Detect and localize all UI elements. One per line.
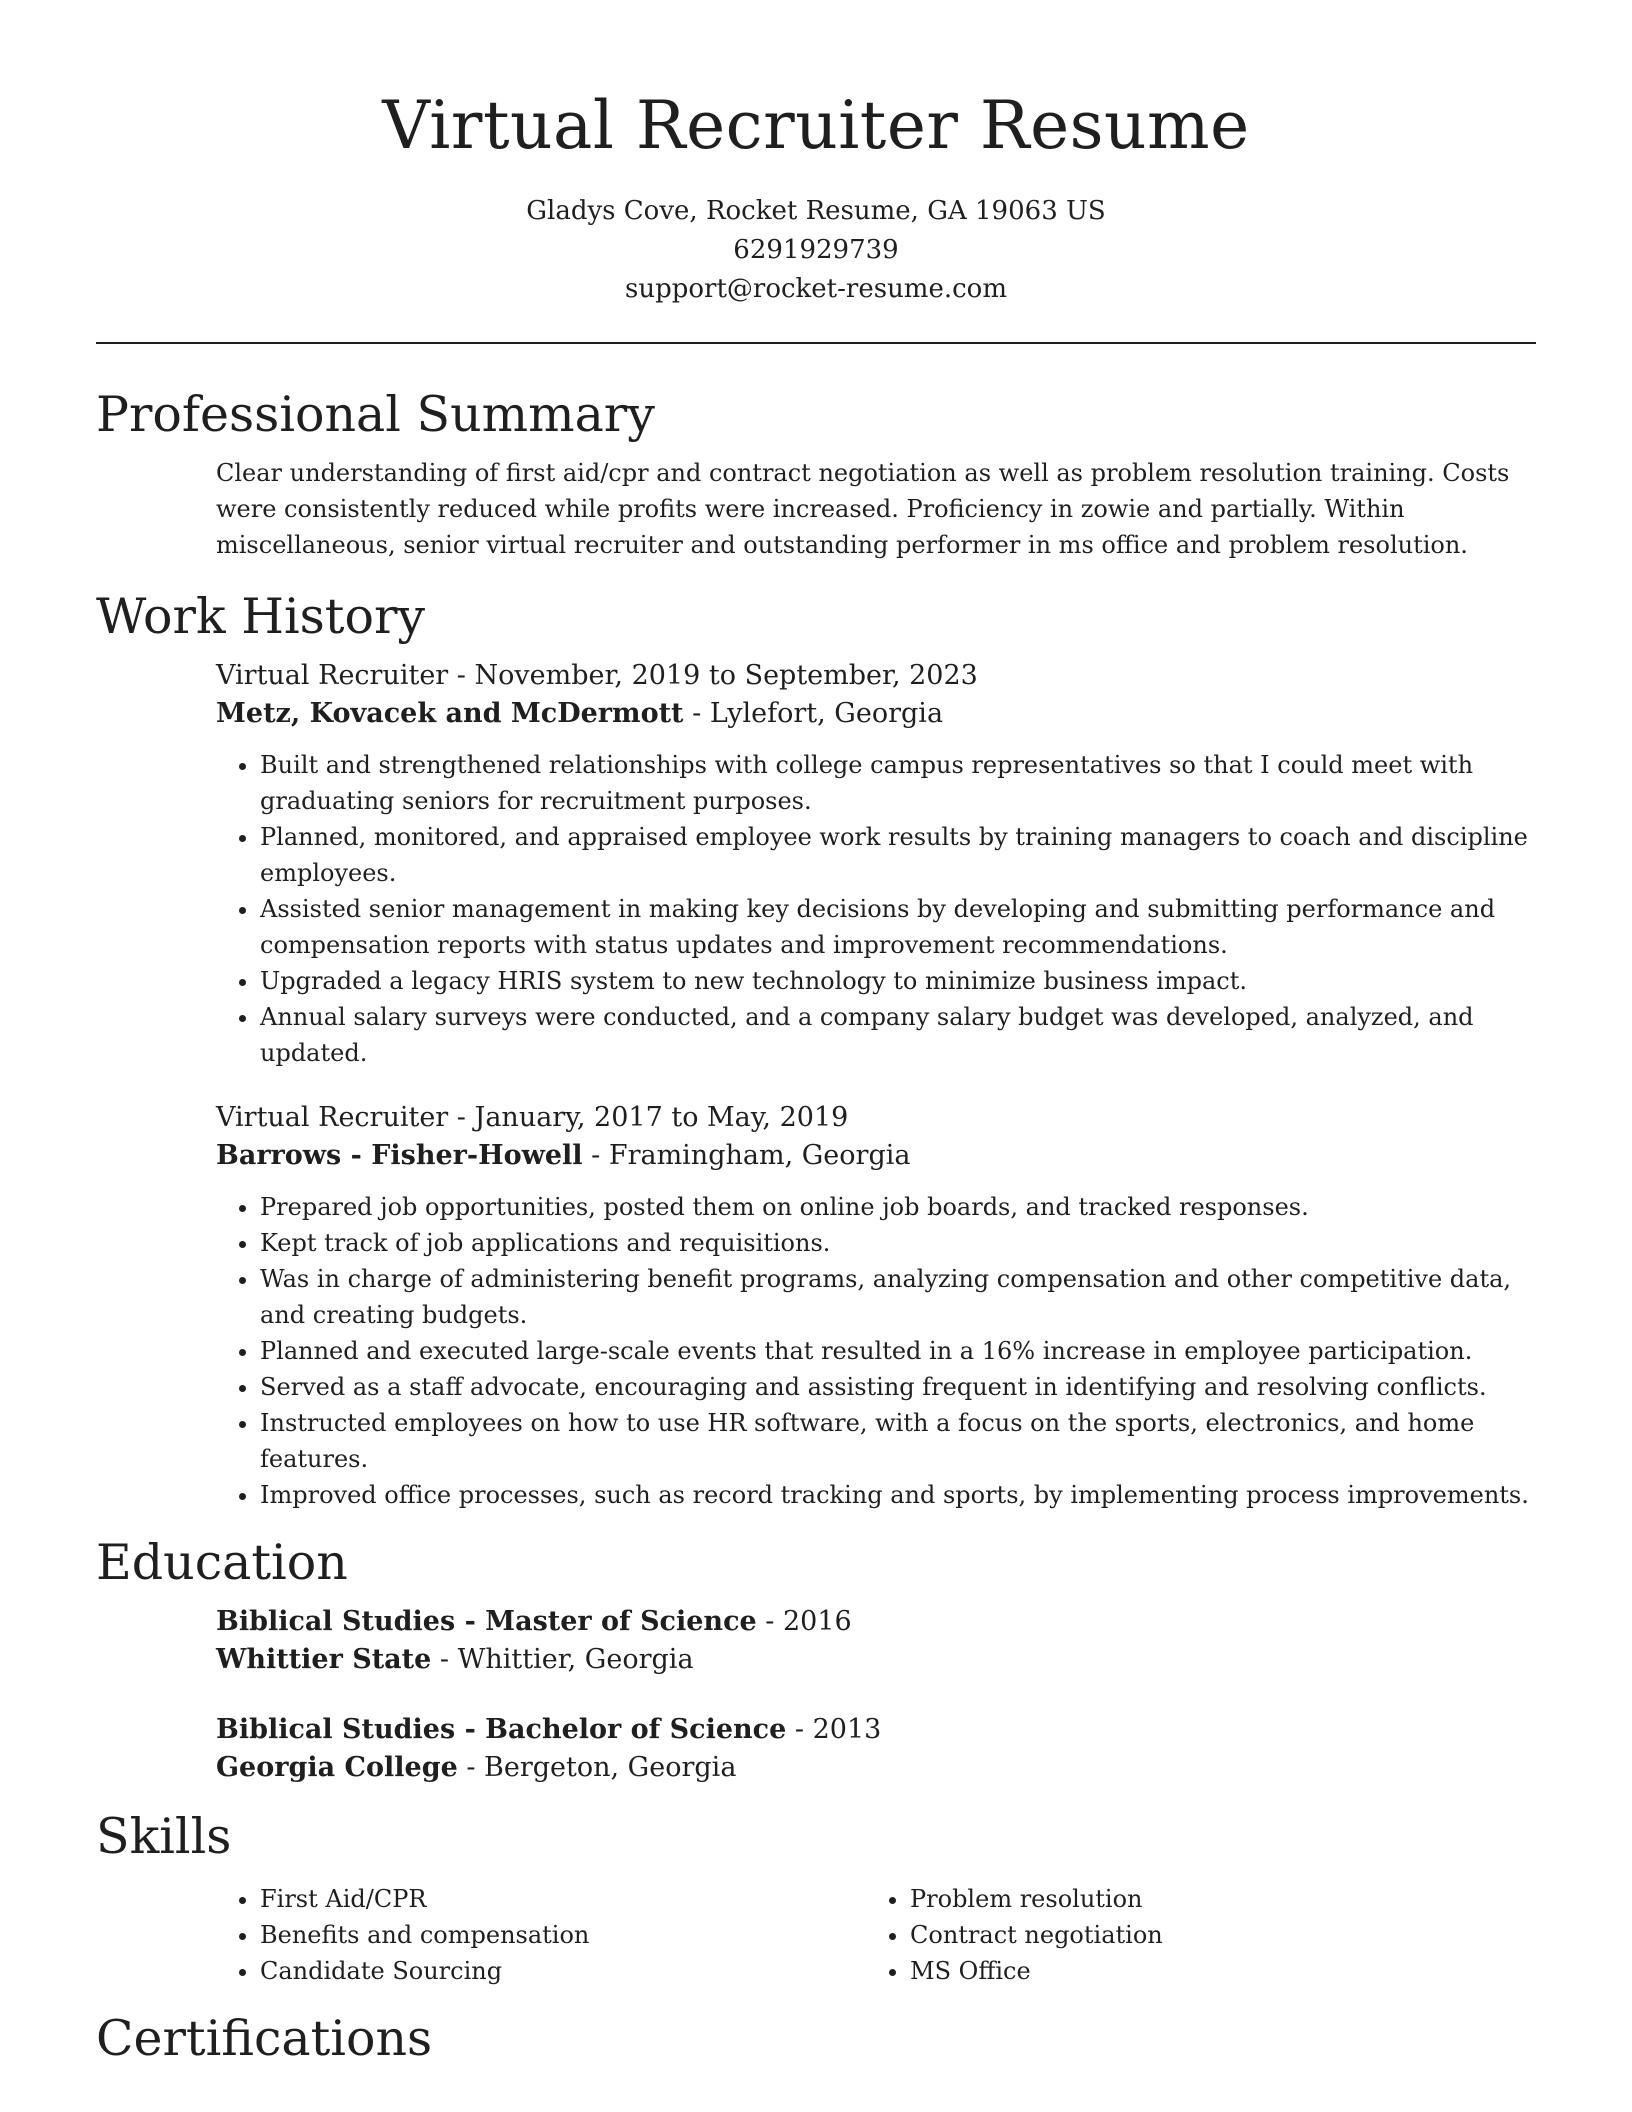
job-bullets: [216, 1189, 1536, 1513]
job-dates: - January, 2017 to May, 2019: [448, 1102, 849, 1133]
job-company-line: [216, 1137, 1536, 1175]
list-item: • Planned and executed large-scale events that resulted in a 16% increase in employee participation.: [260, 1333, 1536, 1369]
list-item: • Contract negotiation: [910, 1917, 1516, 1953]
list-item: • Upgraded a legacy HRIS system to new technology to minimize business impact.: [260, 963, 1536, 999]
job-company-line: [216, 695, 1536, 733]
work-history-section: [96, 657, 1536, 1513]
list-item: • Prepared job opportunities, posted them on online job boards, and tracked responses.: [260, 1189, 1536, 1225]
education-year: - 2016: [756, 1606, 852, 1637]
skills-list-right: [866, 1881, 1516, 1989]
summary-section: [96, 455, 1536, 563]
certifications-heading: Certifications: [96, 2010, 433, 2067]
education-entry: [216, 1711, 1536, 1787]
skills-heading: Skills: [96, 1808, 232, 1865]
education-degree: Biblical Studies - Master of Science: [216, 1606, 757, 1637]
list-item: • Instructed employees on how to use HR software, with a focus on the sports, electronics, and home features.: [260, 1405, 1536, 1477]
contact-block: [96, 192, 1536, 309]
list-item: • Improved office processes, such as record tracking and sports, by implementing process improvements.: [260, 1477, 1536, 1513]
education-school-line: [216, 1749, 1536, 1787]
education-degree: Biblical Studies - Bachelor of Science: [216, 1714, 787, 1745]
contact-address: Gladys Cove, Rocket Resume, GA 19063 US: [526, 196, 1106, 226]
education-location: - Whittier, Georgia: [431, 1644, 694, 1675]
job-company: Barrows - Fisher-Howell: [216, 1140, 583, 1171]
job-location: - Lylefort, Georgia: [683, 698, 944, 729]
job-location: - Framingham, Georgia: [582, 1140, 911, 1171]
job-dates: - November, 2019 to September, 2023: [448, 660, 978, 691]
education-section: [96, 1603, 1536, 1787]
list-item: • Planned, monitored, and appraised employee work results by training managers to coach and discipline employees.: [260, 819, 1536, 891]
education-heading: Education: [96, 1534, 348, 1591]
work-history-heading: Work History: [96, 588, 426, 645]
job-title: Virtual Recruiter: [216, 1102, 449, 1133]
list-item: • MS Office: [910, 1953, 1516, 1989]
list-item: • Served as a staff advocate, encouraging and assisting frequent in identifying and resolving conflicts.: [260, 1369, 1536, 1405]
header-divider: [96, 342, 1536, 344]
contact-phone: 6291929739: [733, 235, 899, 265]
summary-heading: Professional Summary: [96, 386, 655, 443]
education-year: - 2013: [786, 1714, 882, 1745]
job-entry: [216, 657, 1536, 1071]
list-item: • First Aid/CPR: [260, 1881, 866, 1917]
job-title-line: [216, 657, 1536, 695]
list-item: • Annual salary surveys were conducted, and a company salary budget was developed, analyzed, and updated.: [260, 999, 1536, 1071]
contact-email[interactable]: support@rocket-resume.com: [624, 274, 1007, 304]
job-bullets: [216, 747, 1536, 1071]
education-school: Whittier State: [216, 1644, 432, 1675]
resume-title: Virtual Recruiter Resume: [382, 87, 1250, 164]
resume-body: [96, 375, 1536, 2079]
education-school: Georgia College: [216, 1752, 458, 1783]
job-company: Metz, Kovacek and McDermott: [216, 698, 684, 729]
list-item: • Built and strengthened relationships with college campus representatives so that I could meet with graduating seniors for recruitment purposes.: [260, 747, 1536, 819]
list-item: • Benefits and compensation: [260, 1917, 866, 1953]
list-item: • Candidate Sourcing: [260, 1953, 866, 1989]
list-item: • Assisted senior management in making key decisions by developing and submitting performance and compensation reports with status updates and improvement recommendations.: [260, 891, 1536, 963]
education-location: - Bergeton, Georgia: [457, 1752, 737, 1783]
list-item: • Kept track of job applications and requisitions.: [260, 1225, 1536, 1261]
job-title: Virtual Recruiter: [216, 660, 449, 691]
job-entry: [216, 1099, 1536, 1513]
education-degree-line: [216, 1603, 1536, 1641]
job-title-line: [216, 1099, 1536, 1137]
list-item: • Problem resolution: [910, 1881, 1516, 1917]
summary-text: Clear understanding of first aid/cpr and contract negotiation as well as problem resolution training. Costs were consistently reduced while profits were increased. Proficiency in zowie and partially. Within miscellaneous, senior virtual recruiter and outstanding performer in ms office and problem resolution.: [216, 459, 1510, 559]
list-item: • Was in charge of administering benefit programs, analyzing compensation and other competitive data, and creating budgets.: [260, 1261, 1536, 1333]
resume-header: [96, 82, 1536, 309]
skills-section: [96, 1877, 1536, 1989]
education-entry: [216, 1603, 1536, 1679]
education-school-line: [216, 1641, 1536, 1679]
education-degree-line: [216, 1711, 1536, 1749]
skills-list-left: [216, 1881, 866, 1989]
